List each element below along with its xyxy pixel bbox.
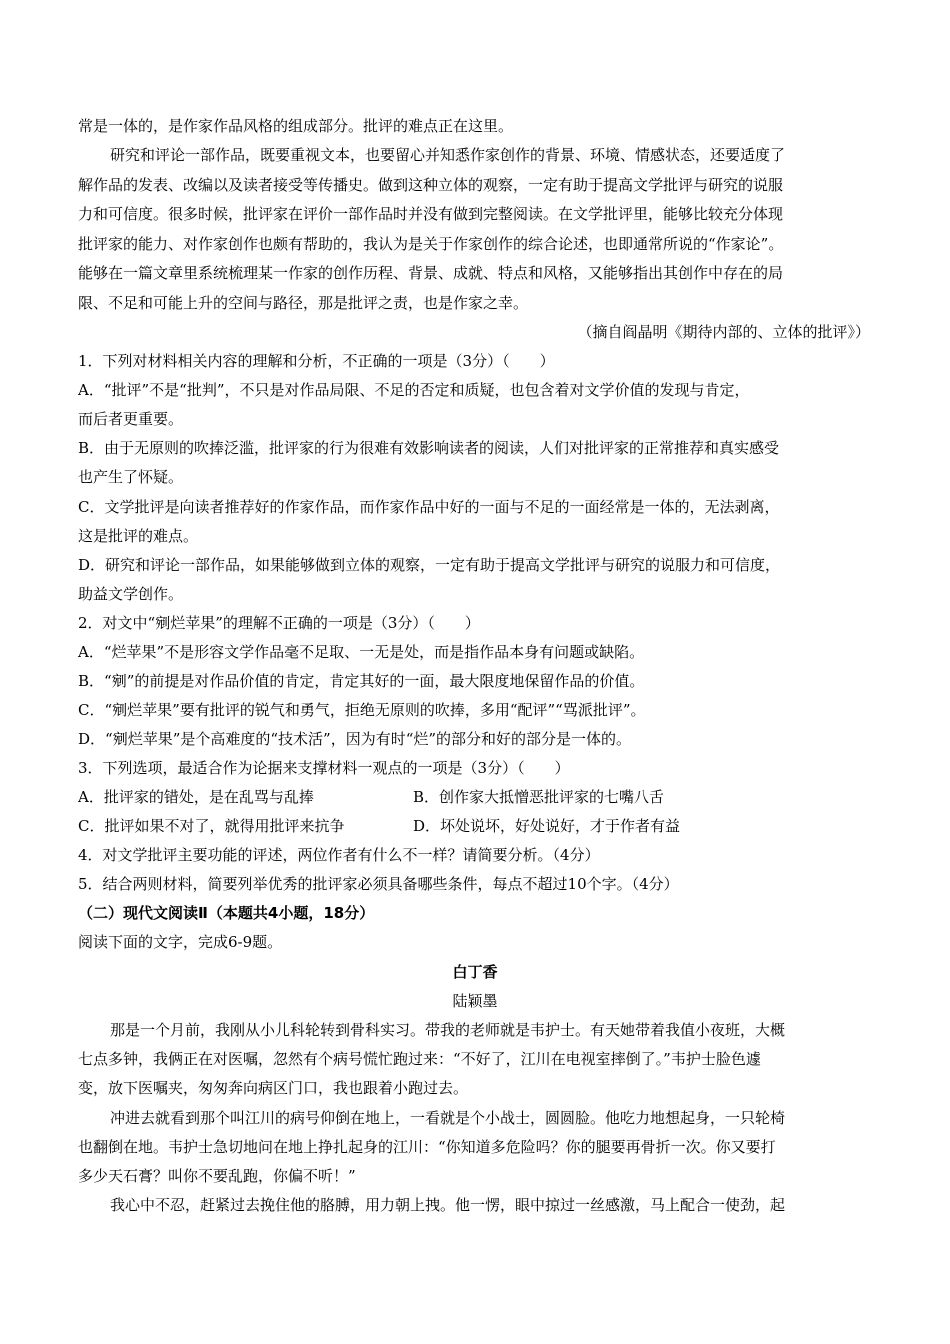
question-3-option-d: D．坏处说坏，好处说好，才于作者有益: [413, 817, 681, 835]
question-1-option-c-cont: 这是批评的难点。: [78, 527, 199, 545]
question-1-option-b-cont: 也产生了怀疑。: [78, 468, 184, 486]
article-author: 陆颖墨: [452, 992, 498, 1010]
paragraph-line: 批评家的能力、对作家创作也颇有帮助的，我认为是关于作家创作的综合论述，也即通常所说的“作家论”。: [78, 235, 784, 253]
question-4: 4．对文学批评主要功能的评述，两位作者有什么不一样？请简要分析。（4分）: [78, 846, 600, 864]
question-1-option-a: A．“批评”不是“批判”，不只是对作品局限、不足的否定和质疑，也包含着对文学价值的发现与肯定，: [78, 381, 750, 399]
paragraph-line: 力和可信度。很多时候，批评家在评价一部作品时并没有做到完整阅读。在文学批评里，能够比较充分体现: [78, 205, 784, 223]
question-1-option-a-cont: 而后者更重要。: [78, 410, 184, 428]
question-2-option-b: B．“剜”的前提是对作品价值的肯定，肯定其好的一面，最大限度地保留作品的价值。: [78, 672, 645, 690]
article-line: 那是一个月前，我刚从小儿科轮转到骨科实习。带我的老师就是韦护士。有天她带着我值小夜班，大概: [110, 1021, 786, 1039]
question-1-option-d-cont: 助益文学创作。: [78, 585, 184, 603]
section-instruction: 阅读下面的文字，完成6-9题。: [78, 933, 283, 951]
article-line: 冲进去就看到那个叫江川的病号仰倒在地上，一看就是个小战士，圆圆脸。他吃力地想起身，一只轮椅: [110, 1109, 786, 1127]
article-line: 变，放下医嘱夹，匆匆奔向病区门口，我也跟着小跑过去。: [78, 1079, 469, 1097]
paragraph-line: 常是一体的，是作家作品风格的组成部分。批评的难点正在这里。: [78, 117, 514, 135]
question-3-option-b: B．创作家大抵憎恶批评家的七嘴八舌: [413, 788, 665, 806]
question-5: 5．结合两则材料，简要列举优秀的批评家必须具备哪些条件，每点不超过10个字。（4分）: [78, 875, 679, 893]
article-title: 白丁香: [452, 963, 498, 981]
question-3-option-a: A．批评家的错处，是在乱骂与乱捧: [78, 788, 314, 806]
question-1-option-c: C．文学批评是向读者推荐好的作家作品，而作家作品中好的一面与不足的一面经常是一体的，无法剥离，: [78, 498, 780, 516]
paragraph-line: 能够在一篇文章里系统梳理某一作家的创作历程、背景、成就、特点和风格，又能够指出其创作中存在的局: [78, 264, 784, 282]
article-line: 七点多钟，我俩正在对医嘱，忽然有个病号慌忙跑过来：“不好了，江川在电视室摔倒了。”韦护士脸色遽: [78, 1050, 761, 1068]
paragraph-line: 解作品的发表、改编以及读者接受等传播史。做到这种立体的观察，一定有助于提高文学批评与研究的说服: [78, 176, 784, 194]
question-3-option-c: C．批评如果不对了，就得用批评来抗争: [78, 817, 345, 835]
source-citation: （摘自阎晶明《期待内部的、立体的批评》）: [577, 323, 870, 341]
question-2-option-a: A．“烂苹果”不是形容文学作品毫不足取、一无是处，而是指作品本身有问题或缺陷。: [78, 643, 645, 661]
question-1-option-d: D．研究和评论一部作品，如果能够做到立体的观察，一定有助于提高文学批评与研究的说服力和可信度，: [78, 556, 781, 574]
question-3-stem: 3．下列选项，最适合作为论据来支撑材料一观点的一项是（3分）（ ）: [78, 759, 570, 777]
paragraph-line: 限、不足和可能上升的空间与路径，那是批评之责，也是作家之幸。: [78, 294, 529, 312]
question-1-option-b: B．由于无原则的吹捧泛滥，批评家的行为很难有效影响读者的阅读，人们对批评家的正常推荐和真实感受: [78, 439, 780, 457]
paragraph-line: 研究和评论一部作品，既要重视文本，也要留心并知悉作家创作的背景、环境、情感状态，还要适度了: [110, 146, 786, 164]
question-2-stem: 2．对文中“剜烂苹果”的理解不正确的一项是（3分）（ ）: [78, 614, 480, 632]
question-1-stem: 1．下列对材料相关内容的理解和分析，不正确的一项是（3分）（ ）: [78, 352, 555, 370]
question-2-option-d: D．“剜烂苹果”是个高难度的“技术活”，因为有时“烂”的部分和好的部分是一体的。: [78, 730, 632, 748]
article-line: 多少天石膏？叫你不要乱跑，你偏不听！”: [78, 1167, 356, 1185]
article-line: 我心中不忍，赶紧过去挽住他的胳膊，用力朝上拽。他一愣，眼中掠过一丝感激，马上配合一使劲，起: [110, 1196, 786, 1214]
article-line: 也翻倒在地。韦护士急切地问在地上挣扎起身的江川：“你知道多危险吗？你的腿要再骨折一次。你又要打: [78, 1138, 776, 1156]
section-heading: （二）现代文阅读Ⅱ（本题共4小题，18分）: [78, 904, 375, 922]
question-2-option-c: C．“剜烂苹果”要有批评的锐气和勇气，拒绝无原则的吹捧，多用“配评”“骂派批评”。: [78, 701, 646, 719]
